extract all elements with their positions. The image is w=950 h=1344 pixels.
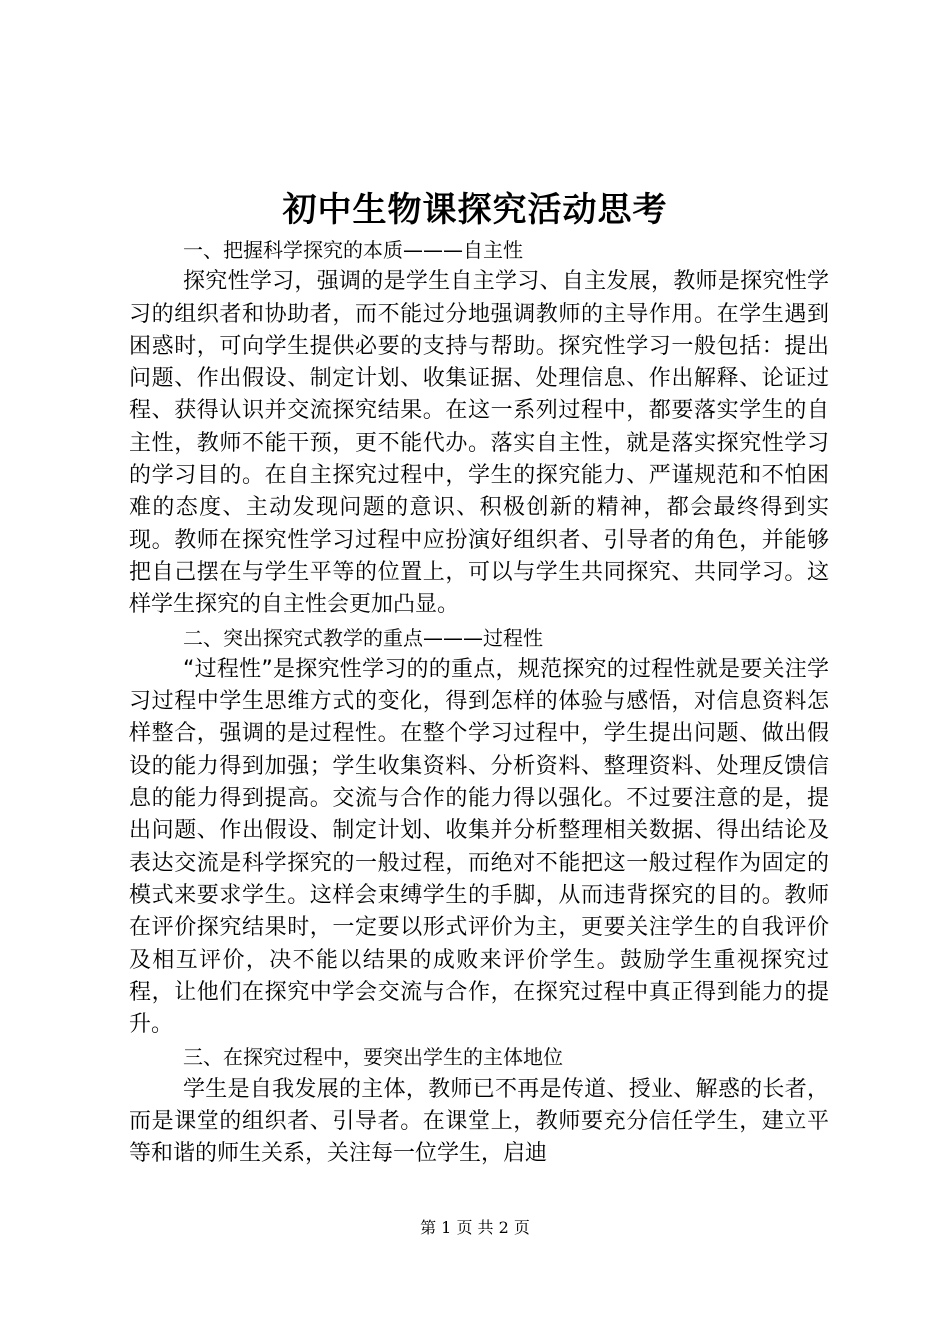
section-heading-1: 一、把握科学探究的本质———自主性 — [183, 238, 523, 262]
page-title: 初中生物课探究活动思考 — [282, 190, 668, 230]
section-paragraph-1: 探究性学习，强调的是学生自主学习、自主发展，教师是探究性学习的组织者和协助者，而不能过分地强调教师的主导作用。在学生遇到困惑时，可向学生提供必要的支持与帮助。探究性学习一般包括：提出问题、作出假设、制定计划、收集证据、处理信息、作出解释、论证过程、获得认识并交流探究结果。在这一系列过程中，都要落实学生的自主性，教师不能干预，更不能代办。落实自主性，就是落实探究性学习的学习目的。在自主探究过程中，学生的探究能力、严谨规范和不怕困难的态度、主动发现问题的意识、积极创新的精神，都会最终得到实现。教师在探究性学习过程中应扮演好组织者、引导者的角色，并能够把自己摆在与学生平等的位置上，可以与学生共同探究、共同学习。这样学生探究的自主性会更加凸显。 — [129, 269, 829, 618]
section-heading-2: 二、突出探究式教学的重点———过程性 — [183, 625, 543, 650]
section-heading-3: 三、在探究过程中，要突出学生的主体地位 — [183, 1045, 563, 1070]
section-paragraph-2: “过程性”是探究性学习的的重点，规范探究的过程性就是要关注学习过程中学生思维方式的变化，得到怎样的体验与感悟，对信息资料怎样整合，强调的是过程性。在整个学习过程中，学生提出问题、做出假设的能力得到加强；学生收集资料、分析资料、整理资料、处理反馈信息的能力得到提高。交流与合作的能力得以强化。不过要注意的是，提出问题、作出假设、制定计划、收集并分析整理相关数据、得出结论及表达交流是科学探究的一般过程，而绝对不能把这一般过程作为固定的模式来要求学生。这样会束缚学生的手脚，从而违背探究的目的。教师在评价探究结果时，一定要以形式评价为主，更要关注学生的自我评价及相互评价，决不能以结果的成败来评价学生。鼓励学生重视探究过程，让他们在探究中学会交流与合作，在探究过程中真正得到能力的提升。 — [129, 656, 829, 1038]
document-body — [129, 234, 829, 1171]
page-footer: 第 1 页 共 2 页 — [420, 1218, 530, 1237]
section-paragraph-3: 学生是自我发展的主体，教师已不再是传道、授业、解惑的长者，而是课堂的组织者、引导者。在课堂上，教师要充分信任学生，建立平等和谐的师生关系，关注每一位学生，启迪 — [129, 1076, 829, 1167]
